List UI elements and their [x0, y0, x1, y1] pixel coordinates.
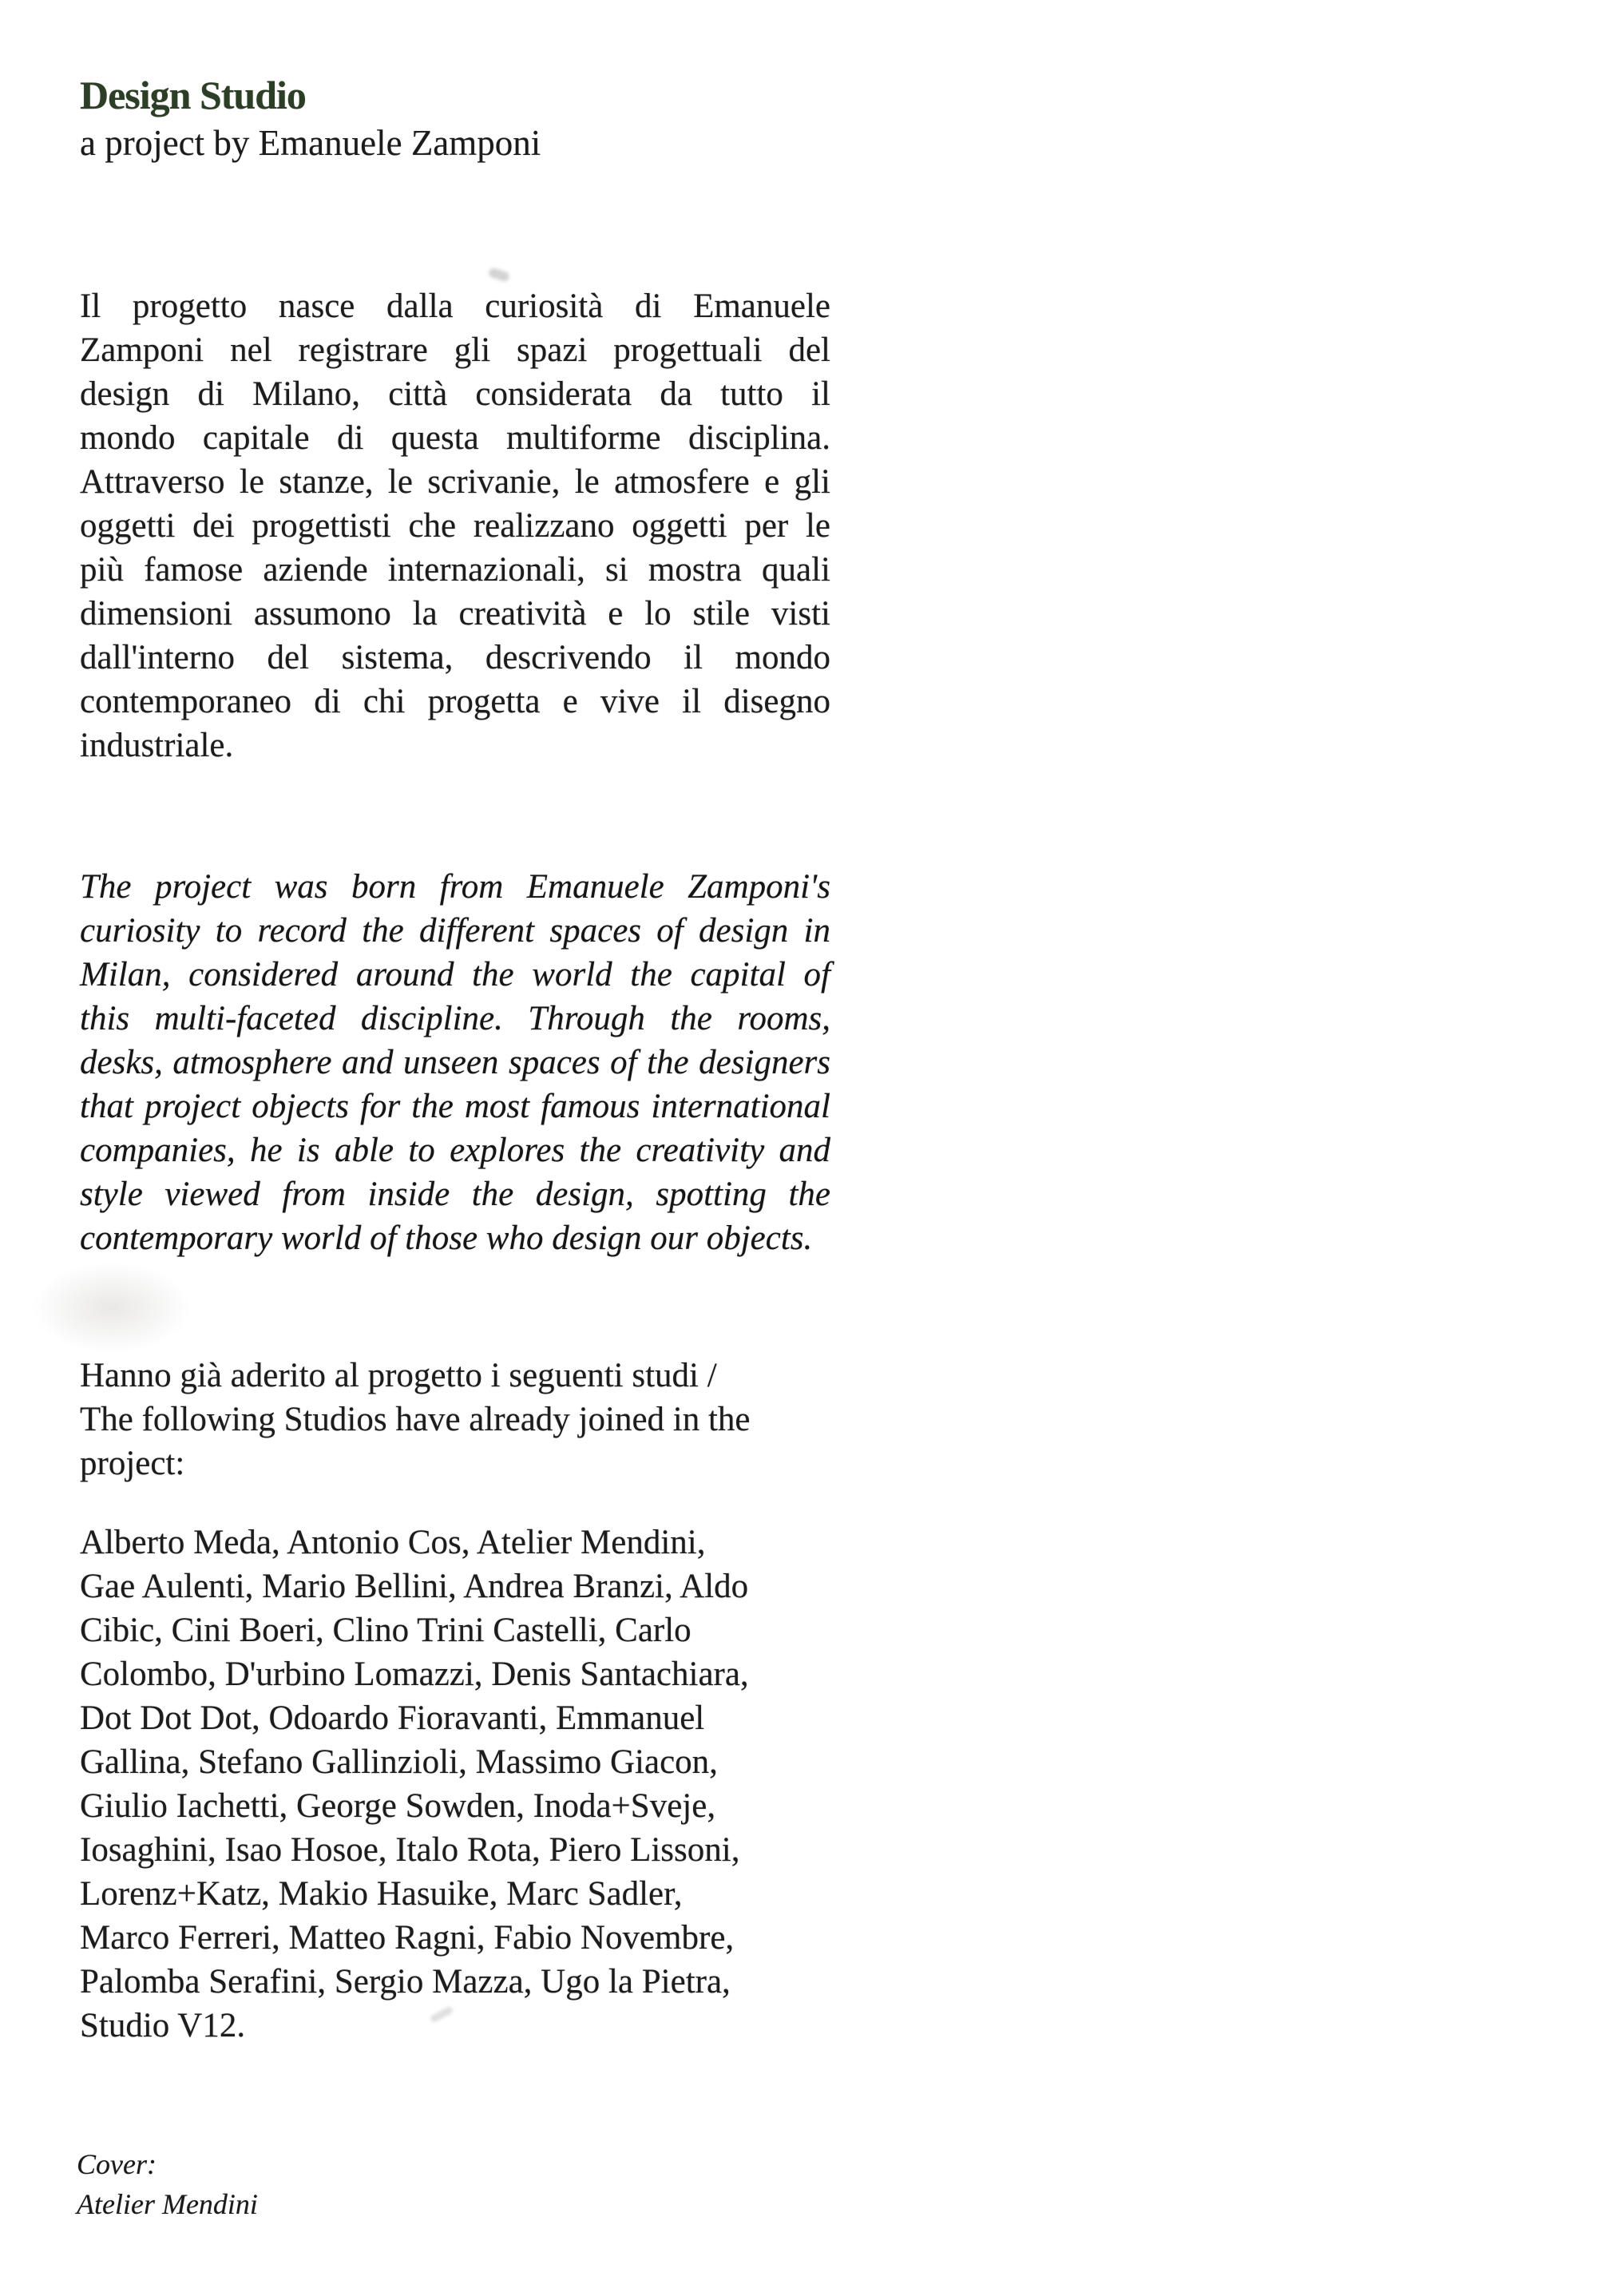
text-line: project:	[80, 1445, 185, 1482]
text-line: Cibic, Cini Boeri, Clino Trini Castelli, Carlo	[80, 1612, 692, 1649]
text-line: Iosaghini, Isao Hosoe, Italo Rota, Piero Lissoni,	[80, 1831, 740, 1869]
text-line: desks, atmosphere and unseen spaces of the designers	[80, 1044, 830, 1081]
cover-credit	[77, 2144, 827, 2224]
text-line: Alberto Meda, Antonio Cos, Atelier Mendini,	[80, 1524, 706, 1561]
cover-label: Cover:	[77, 2148, 157, 2180]
text-line: più famose aziende internazionali, si mostra quali	[80, 551, 830, 589]
text-line: Lorenz+Katz, Makio Hasuike, Marc Sadler,	[80, 1875, 683, 1913]
text-line: contemporary world of those who design our objects.	[80, 1219, 813, 1257]
scan-artifact	[488, 267, 510, 282]
text-line: Colombo, D'urbino Lomazzi, Denis Santachiara,	[80, 1656, 749, 1693]
text-line: The following Studios have already joined in the	[80, 1401, 751, 1438]
cover-value: Atelier Mendini	[77, 2188, 258, 2220]
studios-list	[80, 1521, 830, 2048]
text-line: Gae Aulenti, Mario Bellini, Andrea Branzi, Aldo	[80, 1568, 749, 1605]
document-header	[80, 70, 830, 166]
text-line: Il progetto nasce dalla curiosità di Emanuele	[80, 287, 830, 325]
text-line: mondo capitale di questa multiforme disciplina.	[80, 419, 830, 457]
text-line: that project objects for the most famous international	[80, 1088, 830, 1125]
text-line: style viewed from inside the design, spotting the	[80, 1176, 830, 1213]
text-line: Zamponi nel registrare gli spazi progettuali del	[80, 331, 830, 369]
text-line: dall'interno del sistema, descrivendo il mondo	[80, 639, 830, 676]
text-line: curiosity to record the different spaces of design in	[80, 912, 830, 950]
intro-paragraph-english	[80, 865, 830, 1260]
text-line: The project was born from Emanuele Zamponi's	[80, 868, 830, 906]
text-line: design di Milano, città considerata da tutto il	[80, 375, 830, 413]
text-line: Milan, considered around the world the capital of	[80, 956, 830, 993]
page-title: Design Studio	[80, 73, 306, 117]
scan-smudge	[32, 1262, 192, 1354]
text-line: Gallina, Stefano Gallinzioli, Massimo Giacon,	[80, 1743, 718, 1781]
text-line: Hanno già aderito al progetto i seguenti studi /	[80, 1357, 717, 1394]
text-line: Attraverso le stanze, le scrivanie, le atmosfere e gli	[80, 463, 830, 501]
text-line: Marco Ferreri, Matteo Ragni, Fabio Novembre,	[80, 1919, 735, 1957]
text-line: contemporaneo di chi progetta e vive il disegno	[80, 683, 830, 720]
text-line: Giulio Iachetti, George Sowden, Inoda+Sveje,	[80, 1787, 716, 1825]
text-line: companies, he is able to explores the creativity and	[80, 1132, 830, 1169]
text-line: Dot Dot Dot, Odoardo Fioravanti, Emmanuel	[80, 1699, 705, 1737]
page-subtitle: a project by Emanuele Zamponi	[80, 123, 541, 163]
studios-heading	[80, 1354, 830, 1485]
text-line: Studio V12.	[80, 2007, 246, 2044]
text-line: Palomba Serafini, Sergio Mazza, Ugo la Pietra,	[80, 1963, 731, 2001]
text-line: this multi-faceted discipline. Through the rooms,	[80, 1000, 830, 1037]
text-line: oggetti dei progettisti che realizzano oggetti per le	[80, 507, 830, 545]
text-line: industriale.	[80, 727, 234, 764]
intro-paragraph-italian	[80, 284, 830, 767]
text-line: dimensioni assumono la creatività e lo stile visti	[80, 595, 830, 632]
